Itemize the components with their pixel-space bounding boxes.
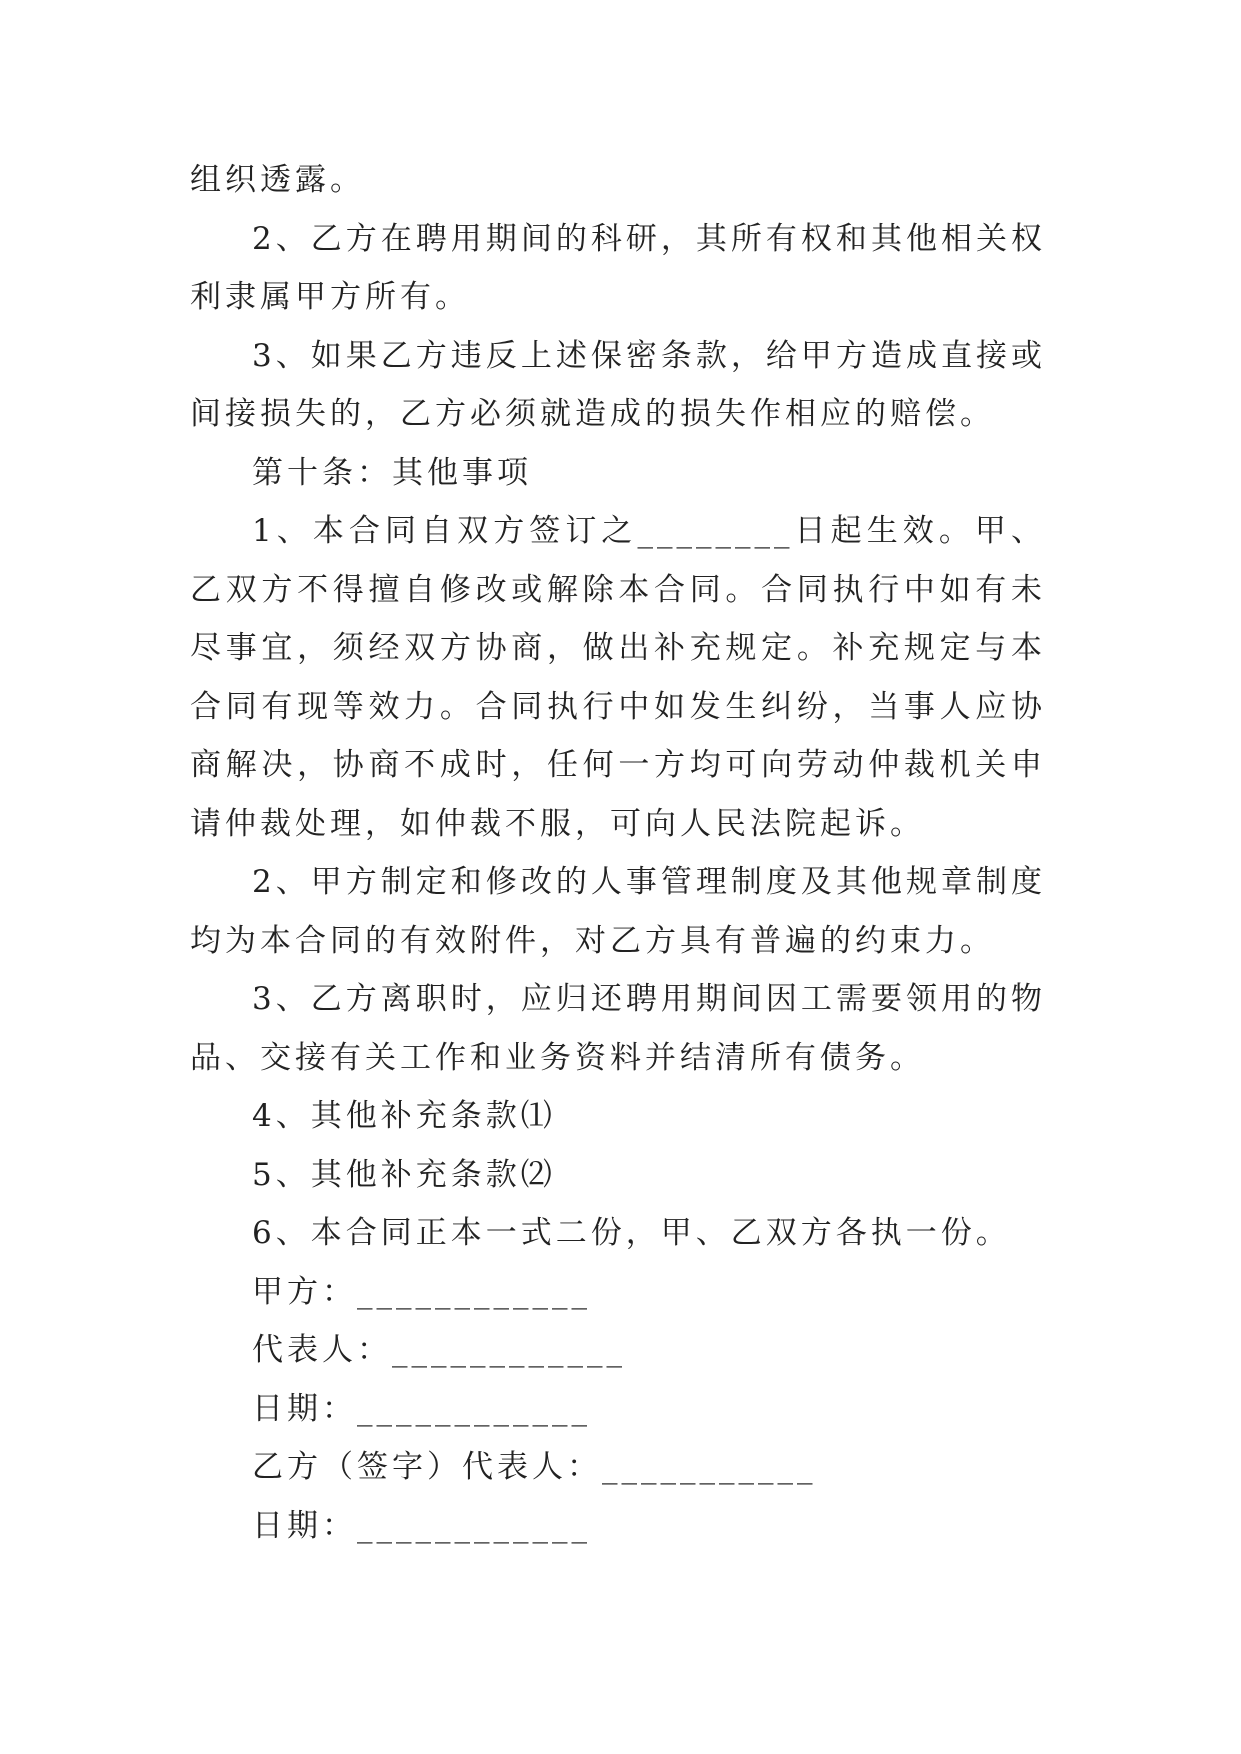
paragraph-article-10-item-4: 4、其他补充条款⑴ <box>252 1098 556 1134</box>
paragraph-article-10-item-6: 6、本合同正本一式二份，甲、乙双方各执一份。 <box>252 1215 1011 1251</box>
paragraph-article-10-item-3: 3、乙方离职时，应归还聘用期间因工需要领用的物品、交接有关工作和业务资料并结清所有债务。 <box>190 981 1046 1076</box>
signature-party-a: 甲方：____________ <box>252 1273 591 1310</box>
paragraph-article-10-item-1: 1、本合同自双方签订之________日起生效。甲、乙双方不得擅自修改或解除本合同。合同执行中如有未尽事宜，须经双方协商，做出补充规定。补充规定与本合同有现等效力。合同执行中如发生纠纷，当事人应协商解决，协商不成时，任何一方均可向劳动仲裁机关申请仲裁处理，如仲裁不服，可向人民法院起诉。 <box>190 513 1046 842</box>
signature-party-b-date: 日期：____________ <box>252 1507 591 1544</box>
contract-body <box>190 151 1046 1555</box>
paragraph-clause-3-compensation: 3、如果乙方违反上述保密条款，给甲方造成直接或间接损失的，乙方必须就造成的损失作相应的赔偿。 <box>190 337 1046 432</box>
signature-party-a-date: 日期：____________ <box>252 1390 591 1427</box>
paragraph-continuation: 组织透露。 <box>190 162 365 198</box>
article-10-heading: 第十条：其他事项 <box>252 454 532 491</box>
paragraph-article-10-item-2: 2、甲方制定和修改的人事管理制度及其他规章制度均为本合同的有效附件，对乙方具有普遍的约束力。 <box>190 864 1046 959</box>
signature-party-a-representative: 代表人：____________ <box>252 1332 626 1368</box>
paragraph-article-10-item-5: 5、其他补充条款⑵ <box>252 1156 556 1193</box>
signature-party-b-representative: 乙方（签字）代表人：___________ <box>252 1449 817 1485</box>
paragraph-clause-2-ownership: 2、乙方在聘用期间的科研，其所有权和其他相关权利隶属甲方所有。 <box>190 220 1046 315</box>
